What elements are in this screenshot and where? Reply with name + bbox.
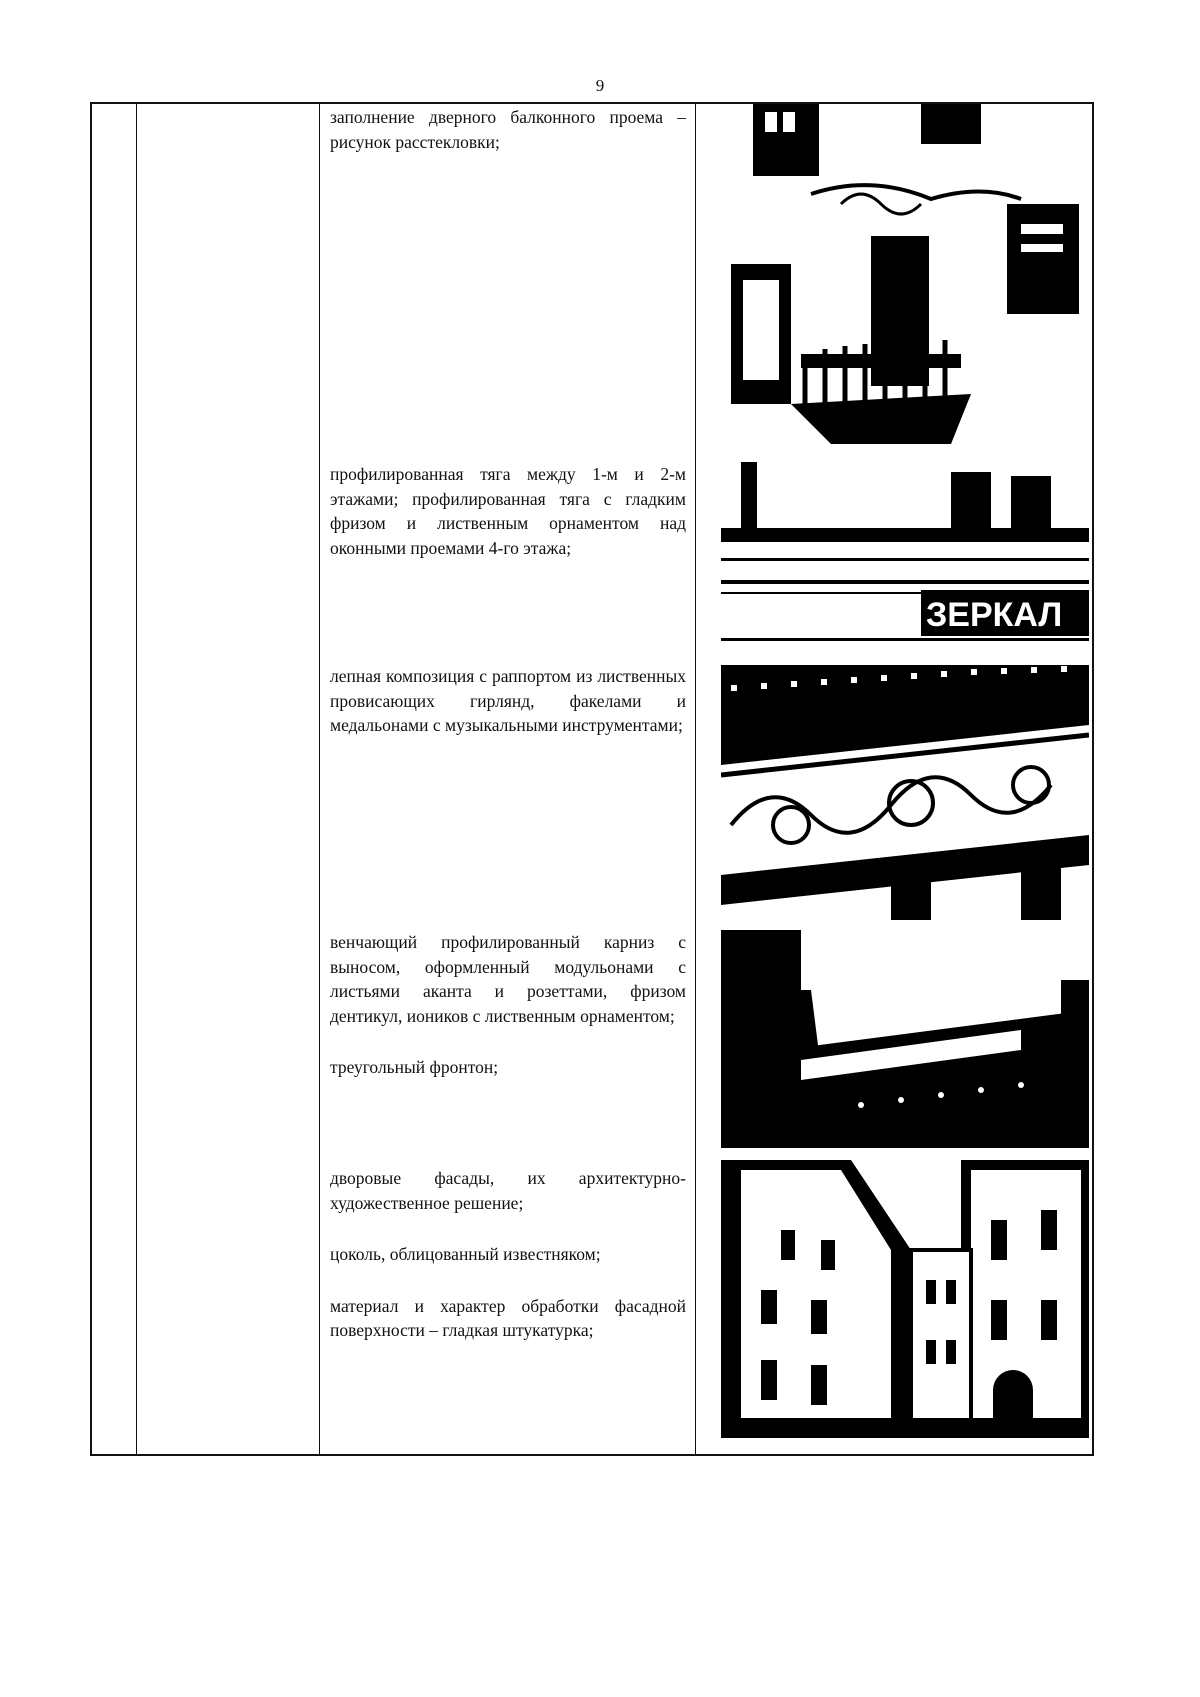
balcony-door-photo <box>721 104 1089 444</box>
photo-sign-text: ЗЕРКАЛ <box>926 596 1063 634</box>
table-column-divider <box>695 104 696 1454</box>
entry-text: дворовые фасады, их архитектурно-художественное решение; <box>330 1168 686 1213</box>
table-column-divider <box>136 104 137 1454</box>
cornice-string-course-photo <box>721 462 1089 652</box>
entry-text: треугольный фронтон; <box>330 1057 499 1077</box>
entry-stucco-composition <box>330 664 686 765</box>
entry-text: цоколь, облицованный известняком; <box>330 1244 601 1264</box>
crowning-cornice-photo <box>721 930 1089 1148</box>
entry-text: венчающий профилированный карниз с выносом, оформленный модульонами с листьями аканта и розеттами, фризом дентикул, иоников с лиственным орнаментом; <box>330 932 686 1026</box>
entry-text: лепная композиция с раппортом из лиственных провисающих гирлянд, факелами и медальонами с музыкальными инструментами; <box>330 666 686 735</box>
entry-balcony-door <box>330 105 686 181</box>
table-column-divider <box>319 104 320 1454</box>
entry-crowning-cornice <box>330 930 686 1107</box>
stucco-frieze-photo <box>721 665 1089 920</box>
entry-text: профилированная тяга между 1-м и 2-м этажами; профилированная тяга с гладким фризом и лиственным орнаментом над оконными проемами 4-го этажа; <box>330 464 686 558</box>
entry-text: заполнение дверного балконного проема – рисунок расстекловки; <box>330 107 686 152</box>
courtyard-facades-photo <box>721 1160 1089 1438</box>
entry-string-course <box>330 462 686 587</box>
page-number: 9 <box>595 76 605 95</box>
entry-courtyard-facades <box>330 1166 686 1370</box>
entry-text: материал и характер обработки фасадной поверхности – гладкая штукатурка; <box>330 1295 686 1340</box>
